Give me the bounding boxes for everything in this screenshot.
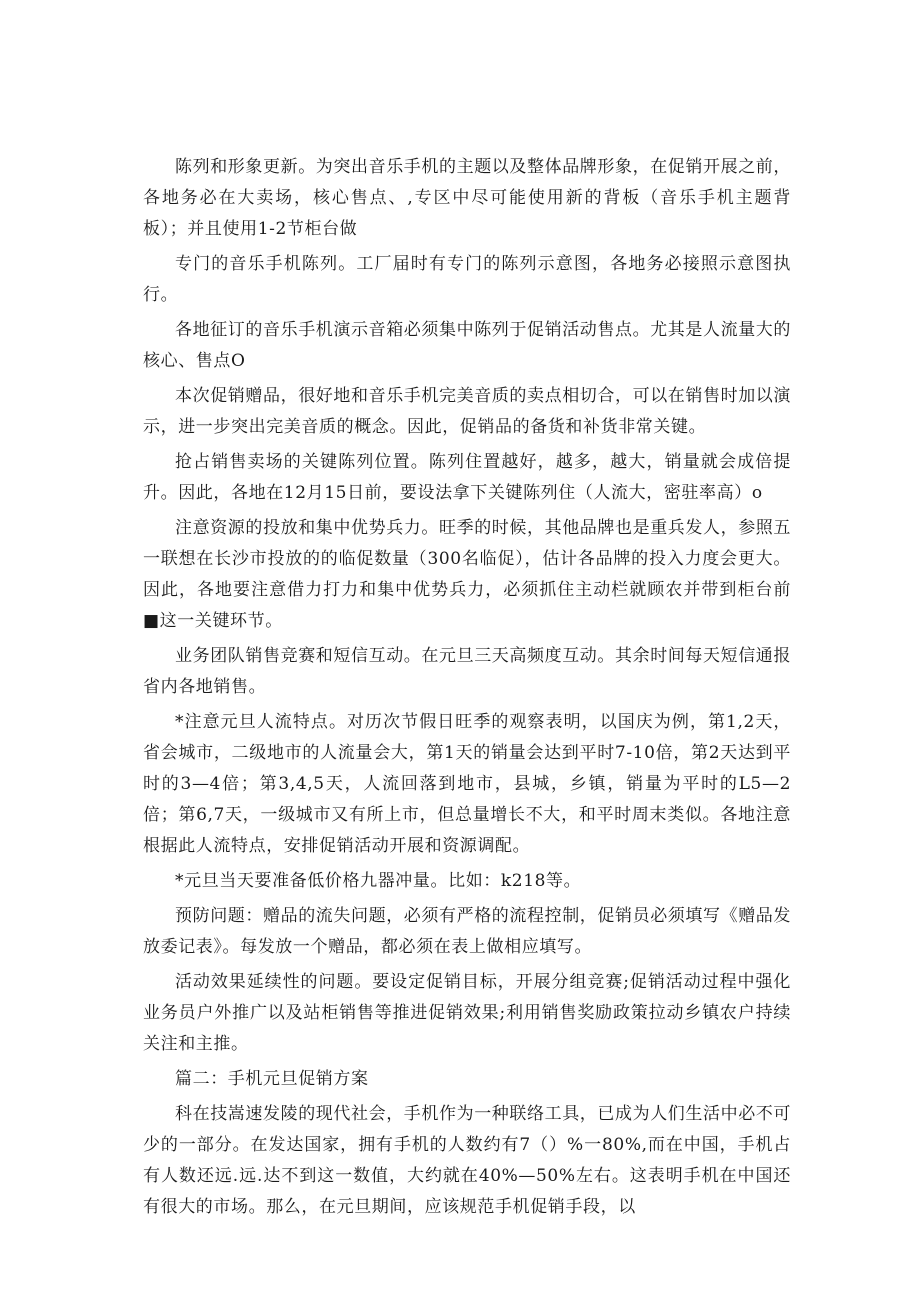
paragraph-intro-plan-two: 科在技嵩速发陵的现代社会，手机作为一种联络工具，已成为人们生活中必不可少的一部分。在发达国家，拥有手机的人数约有7（）%一80%,而在中国，手机占有人数还远.远.达不到这一数值，大约就在40%—50%左右。这表明手机在中国还有很大的市场。那么，在元旦期间，应该规范手机促销手段，以	[143, 1104, 791, 1217]
paragraph-display-update: 陈列和形象更新。为突出音乐手机的主题以及整体品牌形象，在促销开展之前，各地务必在大卖场，核心售点、,专区中尽可能使用新的背板（音乐手机主题背板）；并且使用1-2节柜台做	[143, 157, 791, 239]
paragraph-promo-gifts: 本次促销赠品，很好地和音乐手机完美音质的卖点相切合，可以在销售时加以演示，进一步突出完美音质的概念。因此，促销品的备货和补货非常关键。	[143, 386, 791, 437]
paragraph-demo-speakers: 各地征订的音乐手机演示音箱必须集中陈列于促销活动售点。尤其是人流量大的核心、售点O	[143, 320, 791, 371]
paragraph-dedicated-display: 专门的音乐手机陈列。工厂届时有专门的陈列示意图，各地务必接照示意图执行。	[143, 254, 791, 305]
paragraph-traffic-pattern: *注意元旦人流特点。对历次节假日旺季的观察表明，以国庆为例，第1,2天，省会城市，二级地市的人流量会大，第1天的销量会达到平时7-10倍，第2天达到平时的3—4倍；第3,4,5天，人流回落到地市，县城，乡镇，销量为平时的L5—2倍；第6,7天，一级城市又有所上市，但总量增长不大，和平时周末类似。各地注意根据此人流特点，安排促销活动开展和资源调配。	[143, 712, 791, 856]
paragraph-sales-competition: 业务团队销售竞赛和短信互动。在元旦三天高频度互动。其余时间每天短信通报省内各地销售。	[143, 646, 791, 697]
document-body	[143, 152, 791, 1227]
paragraph-gift-control: 预防问题：赠品的流失问题，必须有严格的流程控制，促销员必须填写《赠品发放委记表》。每发放一个赠品，都必须在表上做相应填写。	[143, 906, 791, 957]
paragraph-effect-continuity: 活动效果延续性的问题。要设定促销目标，开展分组竞赛;促销活动过程中强化业务员户外推广以及站柜销售等推进促销效果;利用销售奖励政策拉动乡镇农户持续关注和主推。	[143, 972, 791, 1054]
paragraph-display-position: 抢占销售卖场的关键陈列位置。陈列住置越好，越多，越大，销量就会成倍提升。因此，各地在12月15日前，要设法拿下关键陈列住（人流大，密驻率高）o	[143, 452, 791, 503]
paragraph-resource-allocation: 注意资源的投放和集中优势兵力。旺季的时候，其他品牌也是重兵发人，参照五一联想在长沙市投放的的临促数量（300名临促），估计各品牌的投入力度会更大。因此，各地要注意借力打力和集中优势兵力，必须抓住主动栏就顾农并带到柜台前■这一关键环节。	[143, 518, 791, 631]
section-heading: 篇二：手机元旦促销方案	[175, 1069, 369, 1089]
paragraph-low-price-model: *元旦当天要准备低价格九器冲量。比如：k218等。	[175, 871, 582, 891]
